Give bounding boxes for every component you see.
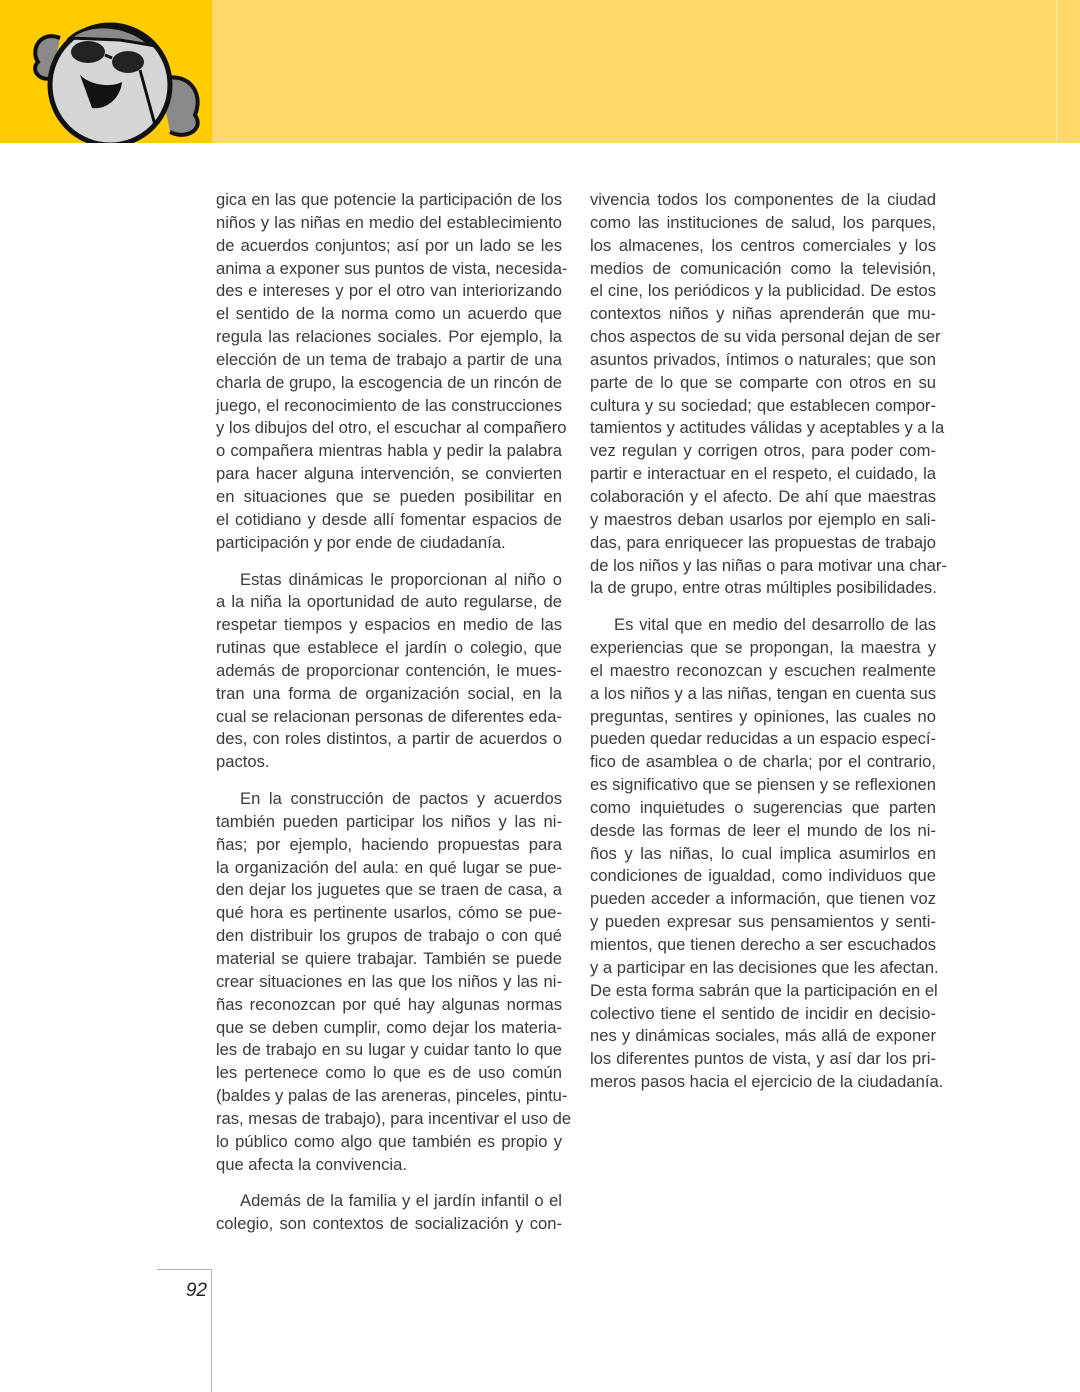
text-line: De esta forma sabrán que la participación en el bbox=[590, 980, 938, 1000]
text-line: nes y dinámicas sociales, más allá de exponer bbox=[590, 1026, 936, 1046]
text-line: ras, mesas de trabajo), para incentivar el uso de bbox=[216, 1108, 572, 1128]
text-line: crear situaciones en las que los niños y las ni- bbox=[216, 971, 562, 991]
text-line: el cine, los periódicos y la publicidad. De estos bbox=[590, 281, 936, 301]
text-line: colegio, son contextos de socialización y con- bbox=[216, 1214, 562, 1234]
text-line: el cotidiano y desde allí fomentar espacios de bbox=[216, 509, 562, 529]
text-line: regula las relaciones sociales. Por ejemplo, la bbox=[216, 327, 562, 347]
text-line: respetar tiempos y espacios en medio de las bbox=[216, 615, 562, 635]
text-line: vez regulan y corrigen otros, para poder com- bbox=[590, 441, 936, 461]
paragraph bbox=[590, 189, 947, 600]
text-line: asuntos privados, íntimos o naturales; que son bbox=[590, 349, 936, 369]
right-text-column bbox=[590, 189, 947, 1108]
text-line: también pueden participar los niños y las ni- bbox=[216, 811, 562, 831]
text-line: experiencias que se propongan, la maestra y bbox=[590, 638, 936, 658]
text-line: contextos niños y niñas aprenderán que mu- bbox=[590, 304, 936, 324]
text-line: meros pasos hacia el ejercicio de la ciudadanía. bbox=[590, 1072, 944, 1092]
text-line: es significativo que se piensen y se reflexionen bbox=[590, 775, 936, 795]
text-line: den distribuir los grupos de trabajo o con qué bbox=[216, 926, 562, 946]
text-line: de los niños y las niñas o para motivar una char- bbox=[590, 555, 947, 575]
text-line: además de proporcionar contención, le mues- bbox=[216, 660, 562, 680]
text-line: el sentido de la norma como un acuerdo que bbox=[216, 304, 562, 324]
text-line: los diferentes puntos de vista, y así dar los pri- bbox=[590, 1049, 936, 1069]
text-line: material se quiere trabajar. También se puede bbox=[216, 949, 562, 968]
text-line: como las instituciones de salud, los parques, bbox=[590, 212, 936, 232]
text-line: anima a exponer sus puntos de vista, necesida- bbox=[216, 258, 568, 278]
text-line: y maestros deban usarlos por ejemplo en sali- bbox=[590, 509, 936, 529]
page-number-rule-vertical bbox=[211, 1269, 212, 1392]
text-line: ñas reconozcan por qué hay algunas normas bbox=[216, 994, 562, 1014]
text-line: en situaciones que se pueden posibilitar en bbox=[216, 486, 562, 506]
text-line: ñas; por ejemplo, haciendo propuestas para bbox=[216, 834, 562, 854]
paragraph bbox=[590, 614, 944, 1094]
text-line: cultura y su sociedad; que establecen compor- bbox=[590, 395, 936, 415]
text-line: tamientos y actitudes válidas y aceptables y a la bbox=[590, 418, 945, 438]
page-number-rule-horizontal bbox=[157, 1269, 211, 1270]
text-line: la de grupo, entre otras múltiples posibilidades. bbox=[590, 578, 937, 598]
text-line: (baldes y palas de las areneras, pinceles, pintu- bbox=[216, 1086, 568, 1106]
text-line: para hacer alguna intervención, se convierten bbox=[216, 464, 562, 484]
text-line: y los dibujos del otro, el escuchar al compañero bbox=[216, 418, 567, 438]
text-line: y a participar en las decisiones que les afectan. bbox=[590, 957, 939, 977]
paragraph bbox=[216, 1190, 562, 1236]
text-line: Es vital que en medio del desarrollo de las bbox=[614, 615, 936, 635]
text-line: o compañera mientras habla y pedir la palabra bbox=[216, 441, 562, 461]
text-line: fico de asamblea o de charla; por el contrario, bbox=[590, 752, 936, 772]
text-line: la organización del aula: en qué lugar se pue- bbox=[216, 857, 562, 877]
text-line: partir e interactuar en el respeto, el cuidado, la bbox=[590, 464, 936, 484]
text-line: des, con roles distintos, a partir de acuerdos o bbox=[216, 729, 562, 749]
text-line: qué hora es pertinente usarlos, cómo se pue- bbox=[216, 903, 562, 923]
text-line: ños y las niñas, lo cual implica asumirlos en bbox=[590, 843, 936, 863]
paragraph bbox=[216, 189, 568, 555]
text-line: y pueden expresar sus pensamientos y senti- bbox=[590, 912, 936, 932]
text-line: desde las formas de leer el mundo de los ni- bbox=[590, 820, 936, 840]
text-line: a los niños y a las niñas, tengan en cuenta sus bbox=[590, 683, 936, 703]
text-line: lo público como algo que también es propio y bbox=[216, 1131, 562, 1151]
text-line: como inquietudes o sugerencias que parten bbox=[590, 797, 936, 817]
page-number: 92 bbox=[185, 1280, 207, 1301]
text-line: das, para enriquecer las propuestas de trabajo bbox=[590, 532, 936, 552]
text-line: des e intereses y por el otro van interiorizando bbox=[216, 281, 562, 301]
header-band bbox=[212, 0, 1080, 143]
paragraph bbox=[216, 788, 572, 1176]
text-line: niños y las niñas en medio del establecimiento bbox=[216, 212, 562, 232]
text-line: chos aspectos de su vida personal dejan de ser bbox=[590, 327, 941, 347]
text-line: colaboración y el afecto. De ahí que maestras bbox=[590, 486, 936, 506]
text-line: participación y por ende de ciudadanía. bbox=[216, 532, 506, 552]
text-line: preguntas, sentires y opiniones, las cuales no bbox=[590, 706, 936, 726]
text-line: parte de lo que se comparte con otros en su bbox=[590, 372, 936, 392]
text-line: elección de un tema de trabajo a partir de una bbox=[216, 349, 562, 369]
text-line: que afecta la convivencia. bbox=[216, 1154, 407, 1174]
text-line: Además de la familia y el jardín infantil o el bbox=[240, 1191, 562, 1211]
text-line: los almacenes, los centros comerciales y los bbox=[590, 235, 936, 255]
left-text-column bbox=[216, 189, 572, 1250]
text-line: el maestro reconozcan y escuchen realmente bbox=[590, 660, 936, 680]
text-line: a la niña la oportunidad de auto regularse, de bbox=[216, 592, 562, 612]
text-line: Estas dinámicas le proporcionan al niño o bbox=[240, 569, 562, 589]
paragraph bbox=[216, 569, 562, 775]
text-line: cual se relacionan personas de diferentes eda- bbox=[216, 706, 562, 726]
text-line: juego, el reconocimiento de las construcciones bbox=[216, 395, 562, 415]
text-line: condiciones de igualdad, como individuos que bbox=[590, 866, 936, 886]
mascot-girl-sunglasses-icon bbox=[0, 0, 212, 143]
text-line: les pertenece como lo que es de uso común bbox=[216, 1063, 562, 1083]
text-line: charla de grupo, la escogencia de un rincón de bbox=[216, 372, 562, 392]
text-line: En la construcción de pactos y acuerdos bbox=[240, 789, 562, 809]
text-line: de acuerdos conjuntos; así por un lado se les bbox=[216, 235, 562, 255]
text-line: medios de comunicación como la televisión, bbox=[590, 258, 936, 278]
text-line: colectivo tiene el sentido de incidir en decisio- bbox=[590, 1003, 936, 1023]
text-line: les de trabajo en su lugar y cuidar tanto lo que bbox=[216, 1040, 562, 1060]
text-line: pactos. bbox=[216, 752, 270, 772]
text-line: que se deben cumplir, como dejar los materia- bbox=[216, 1017, 562, 1037]
text-line: pueden quedar reducidas a un espacio especí- bbox=[590, 729, 936, 749]
header-divider bbox=[1056, 0, 1057, 143]
text-line: gica en las que potencie la participación de los bbox=[216, 190, 562, 209]
text-line: rutinas que establece el jardín o colegio, que bbox=[216, 638, 562, 658]
text-line: pueden acceder a información, que tienen voz bbox=[590, 889, 936, 909]
text-line: tran una forma de organización social, en la bbox=[216, 683, 562, 703]
text-line: den dejar los juguetes que se traen de casa, a bbox=[216, 880, 562, 900]
header-accent-block bbox=[0, 0, 212, 143]
text-line: mientos, que tienen derecho a ser escuchados bbox=[590, 935, 936, 954]
text-line: vivencia todos los componentes de la ciudad bbox=[590, 190, 936, 209]
